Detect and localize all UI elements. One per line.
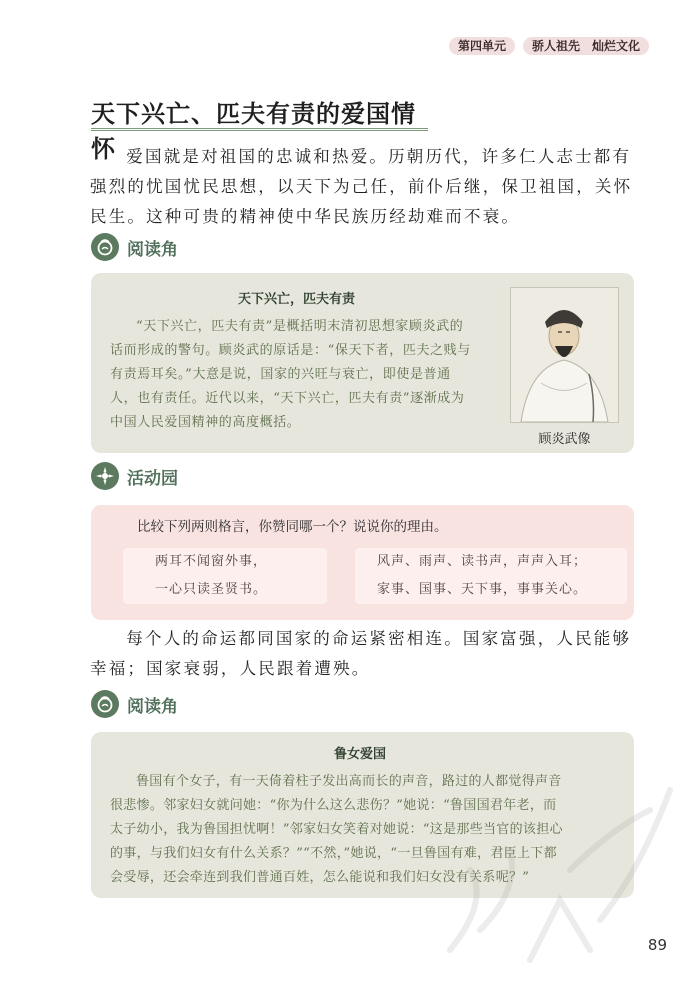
header-tags <box>449 37 649 55</box>
middle-line-2: 幸福；国家衰弱，人民跟着遭殃。 <box>90 659 371 678</box>
reading-panel-1-title: 天下兴亡，匹夫有责 <box>238 292 356 307</box>
intro-line-1: 爱国就是对祖国的忠诚和热爱。历朝历代，许多仁人志士都有 <box>126 147 632 166</box>
reading-1-line: 话而形成的警句。顾炎武的原话是：“保天下者，匹夫之贱与 <box>110 343 471 358</box>
reading-1-line: 人，也有责任。近代以来，“天下兴亡，匹夫有责”逐渐成为 <box>110 391 465 406</box>
motto-left-line: 两耳不闻窗外事， <box>155 554 268 569</box>
reading-corner-label-2: 阅读角 <box>127 696 178 717</box>
reading-panel-2-title: 鲁女爱国 <box>334 747 387 762</box>
activity-icon <box>91 462 119 490</box>
motto-right-line: 家事、国事、天下事，事事关心。 <box>377 582 588 597</box>
reading-panel-1-text <box>110 315 505 435</box>
book-icon <box>91 233 119 261</box>
reading-2-line: 很悲惨。邻家妇女就问她：“你为什么这么悲伤？”她说：“鲁国国君年老，而 <box>110 798 557 813</box>
activity-label: 活动园 <box>127 468 178 489</box>
portrait-caption: 顾炎武像 <box>538 432 591 447</box>
reading-2-line: 的事，与我们妇女有什么关系？”“不然，”她说，“一旦鲁国有难，君臣上下都 <box>110 846 557 861</box>
book-icon <box>91 690 119 718</box>
motto-right-line: 风声、雨声、读书声，声声入耳； <box>377 554 588 569</box>
motto-right <box>355 548 627 604</box>
reading-corner-heading-2 <box>91 690 178 718</box>
page-number: 89 <box>647 936 667 954</box>
reading-1-line: “天下兴亡，匹夫有责”是概括明末清初思想家顾炎武的 <box>136 319 464 334</box>
reading-corner-label-1: 阅读角 <box>127 239 178 260</box>
reading-2-line: 鲁国有个女子，有一天倚着柱子发出高而长的声音，路过的人都觉得声音 <box>136 774 562 789</box>
section-title: 天下兴亡、匹夫有责的爱国情怀 <box>91 99 416 163</box>
intro-paragraph <box>90 142 638 232</box>
motto-left <box>123 548 327 604</box>
middle-paragraph <box>90 624 638 684</box>
gu-yanwu-portrait <box>510 287 619 423</box>
reading-1-line: 有责焉耳矣。”大意是说，国家的兴旺与衰亡，即使是普通 <box>110 367 451 382</box>
reading-corner-heading-1 <box>91 233 178 261</box>
title-underline <box>91 128 428 131</box>
reading-2-line: 太子幼小，我为鲁国担忧啊！”邻家妇女笑着对她说：“这是那些当官的该担心 <box>110 822 563 837</box>
intro-line-2: 强烈的忧国忧民思想，以天下为己任，前仆后继，保卫祖国，关怀 <box>90 177 633 196</box>
motto-left-line: 一心只读圣贤书。 <box>155 582 268 597</box>
activity-heading <box>91 462 178 490</box>
theme-tag: 骄人祖先 灿烂文化 <box>523 37 649 55</box>
reading-1-line: 中国人民爱国精神的高度概括。 <box>110 415 301 430</box>
reading-2-line: 会受辱，还会牵连到我们普通百姓，怎么能说和我们妇女没有关系呢？” <box>110 870 530 885</box>
middle-line-1: 每个人的命运都同国家的命运紧密相连。国家富强，人民能够 <box>126 629 632 648</box>
unit-tag: 第四单元 <box>449 37 515 55</box>
activity-prompt: 比较下列两则格言，你赞同哪一个？说说你的理由。 <box>137 519 448 535</box>
intro-line-3: 民生。这种可贵的精神使中华民族历经劫难而不衰。 <box>90 207 521 226</box>
